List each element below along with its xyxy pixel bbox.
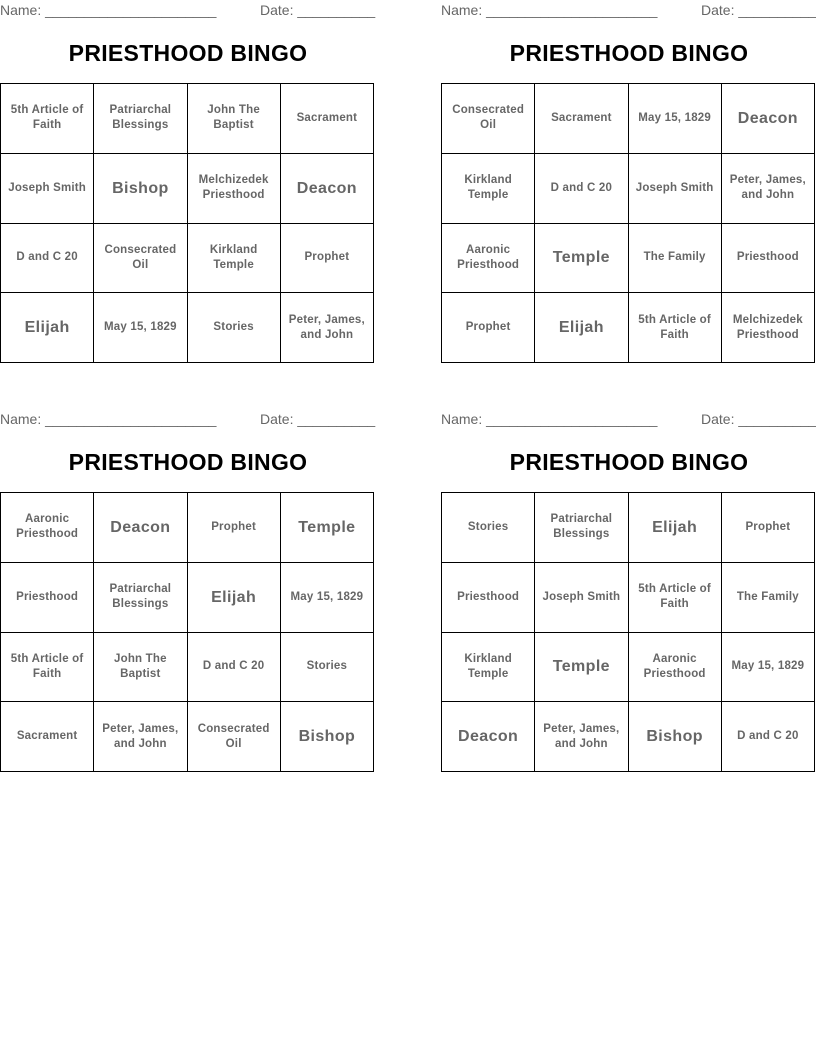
grid-row (1, 223, 374, 293)
bingo-cell[interactable]: Prophet (442, 293, 535, 363)
bingo-cell[interactable]: Elijah (535, 293, 628, 363)
bingo-cell[interactable]: Elijah (628, 493, 721, 563)
bingo-cell[interactable]: Kirkland Temple (187, 223, 280, 293)
bingo-cell[interactable]: Kirkland Temple (442, 153, 535, 223)
bingo-card-3 (0, 409, 376, 750)
grid-row (1, 493, 374, 563)
bingo-cell[interactable]: Stories (187, 293, 280, 363)
bingo-cell[interactable]: Joseph Smith (535, 562, 628, 632)
name-field[interactable]: Name: ______________________ (0, 2, 217, 18)
header-line (0, 409, 376, 431)
bingo-cell[interactable]: Sacrament (1, 702, 94, 772)
bingo-cell[interactable]: Peter, James, and John (94, 702, 187, 772)
date-field[interactable]: Date: __________ (701, 411, 816, 427)
card-title: PRIESTHOOD BINGO (68, 449, 308, 475)
bingo-cell[interactable]: Aaronic Priesthood (442, 223, 535, 293)
bingo-cell[interactable]: May 15, 1829 (721, 632, 814, 702)
bingo-cell[interactable]: Temple (535, 632, 628, 702)
bingo-cell[interactable]: Kirkland Temple (442, 632, 535, 702)
bingo-cell[interactable]: The Family (721, 562, 814, 632)
grid-row (442, 153, 815, 223)
grid-row (442, 562, 815, 632)
bingo-cell[interactable]: Prophet (721, 493, 814, 563)
bingo-cell[interactable]: Deacon (442, 702, 535, 772)
bingo-cell[interactable]: 5th Article of Faith (1, 84, 94, 154)
bingo-cell[interactable]: Priesthood (1, 562, 94, 632)
name-field[interactable]: Name: ______________________ (441, 411, 658, 427)
grid-row (442, 493, 815, 563)
bingo-cell[interactable]: Stories (442, 493, 535, 563)
bingo-cell[interactable]: Sacrament (280, 84, 373, 154)
grid-row (1, 293, 374, 363)
bingo-cell[interactable]: Elijah (187, 562, 280, 632)
bingo-cell[interactable]: The Family (628, 223, 721, 293)
bingo-cell[interactable]: D and C 20 (535, 153, 628, 223)
bingo-cell[interactable]: Prophet (187, 493, 280, 563)
bingo-grid (0, 492, 374, 772)
bingo-cell[interactable]: Aaronic Priesthood (1, 493, 94, 563)
grid-row (442, 293, 815, 363)
bingo-card-4 (441, 409, 816, 750)
grid-row (1, 632, 374, 702)
bingo-cell[interactable]: May 15, 1829 (628, 84, 721, 154)
date-field[interactable]: Date: __________ (260, 411, 376, 427)
header-line (0, 0, 376, 22)
bingo-cell[interactable]: Patriarchal Blessings (535, 493, 628, 563)
header-line (441, 409, 816, 431)
grid-row (1, 702, 374, 772)
date-field[interactable]: Date: __________ (260, 2, 376, 18)
bingo-cell[interactable]: Peter, James, and John (721, 153, 814, 223)
name-field[interactable]: Name: ______________________ (441, 2, 658, 18)
bingo-cell[interactable]: D and C 20 (1, 223, 94, 293)
bingo-cell[interactable]: D and C 20 (187, 632, 280, 702)
bingo-grid (441, 83, 815, 363)
name-field[interactable]: Name: ______________________ (0, 411, 217, 427)
bingo-cell[interactable]: Bishop (280, 702, 373, 772)
bingo-cell[interactable]: Peter, James, and John (535, 702, 628, 772)
bingo-cell[interactable]: Stories (280, 632, 373, 702)
bingo-cell[interactable]: Priesthood (442, 562, 535, 632)
bingo-cell[interactable]: Consecrated Oil (94, 223, 187, 293)
bingo-cell[interactable]: Deacon (94, 493, 187, 563)
bingo-card-1 (0, 0, 376, 341)
bingo-cell[interactable]: May 15, 1829 (94, 293, 187, 363)
bingo-cell[interactable]: Patriarchal Blessings (94, 84, 187, 154)
bingo-cell[interactable]: D and C 20 (721, 702, 814, 772)
bingo-grid (0, 83, 374, 363)
grid-row (1, 153, 374, 223)
bingo-cell[interactable]: Bishop (628, 702, 721, 772)
grid-row (442, 84, 815, 154)
grid-row (442, 702, 815, 772)
bingo-cell[interactable]: Consecrated Oil (442, 84, 535, 154)
bingo-cell[interactable]: Priesthood (721, 223, 814, 293)
date-field[interactable]: Date: __________ (701, 2, 816, 18)
card-title: PRIESTHOOD BINGO (509, 449, 749, 475)
bingo-cell[interactable]: Joseph Smith (1, 153, 94, 223)
grid-row (442, 632, 815, 702)
bingo-cell[interactable]: John The Baptist (187, 84, 280, 154)
bingo-grid (441, 492, 815, 772)
bingo-cell[interactable]: Temple (280, 493, 373, 563)
card-title: PRIESTHOOD BINGO (509, 40, 749, 66)
bingo-cell[interactable]: Peter, James, and John (280, 293, 373, 363)
bingo-cell[interactable]: Bishop (94, 153, 187, 223)
grid-row (1, 562, 374, 632)
bingo-cell[interactable]: Temple (535, 223, 628, 293)
bingo-cell[interactable]: 5th Article of Faith (628, 293, 721, 363)
bingo-cell[interactable]: John The Baptist (94, 632, 187, 702)
bingo-cell[interactable]: Consecrated Oil (187, 702, 280, 772)
bingo-cell[interactable]: Patriarchal Blessings (94, 562, 187, 632)
bingo-cell[interactable]: 5th Article of Faith (628, 562, 721, 632)
bingo-cell[interactable]: Deacon (721, 84, 814, 154)
bingo-cell[interactable]: May 15, 1829 (280, 562, 373, 632)
grid-row (1, 84, 374, 154)
bingo-cell[interactable]: Melchizedek Priesthood (187, 153, 280, 223)
bingo-cell[interactable]: Deacon (280, 153, 373, 223)
grid-row (442, 223, 815, 293)
bingo-card-2 (441, 0, 816, 341)
header-line (441, 0, 816, 22)
bingo-cell[interactable]: 5th Article of Faith (1, 632, 94, 702)
bingo-cell[interactable]: Prophet (280, 223, 373, 293)
bingo-cell[interactable]: Melchizedek Priesthood (721, 293, 814, 363)
bingo-cell[interactable]: Sacrament (535, 84, 628, 154)
bingo-cell[interactable]: Elijah (1, 293, 94, 363)
card-title: PRIESTHOOD BINGO (68, 40, 308, 66)
bingo-cell[interactable]: Aaronic Priesthood (628, 632, 721, 702)
bingo-cell[interactable]: Joseph Smith (628, 153, 721, 223)
